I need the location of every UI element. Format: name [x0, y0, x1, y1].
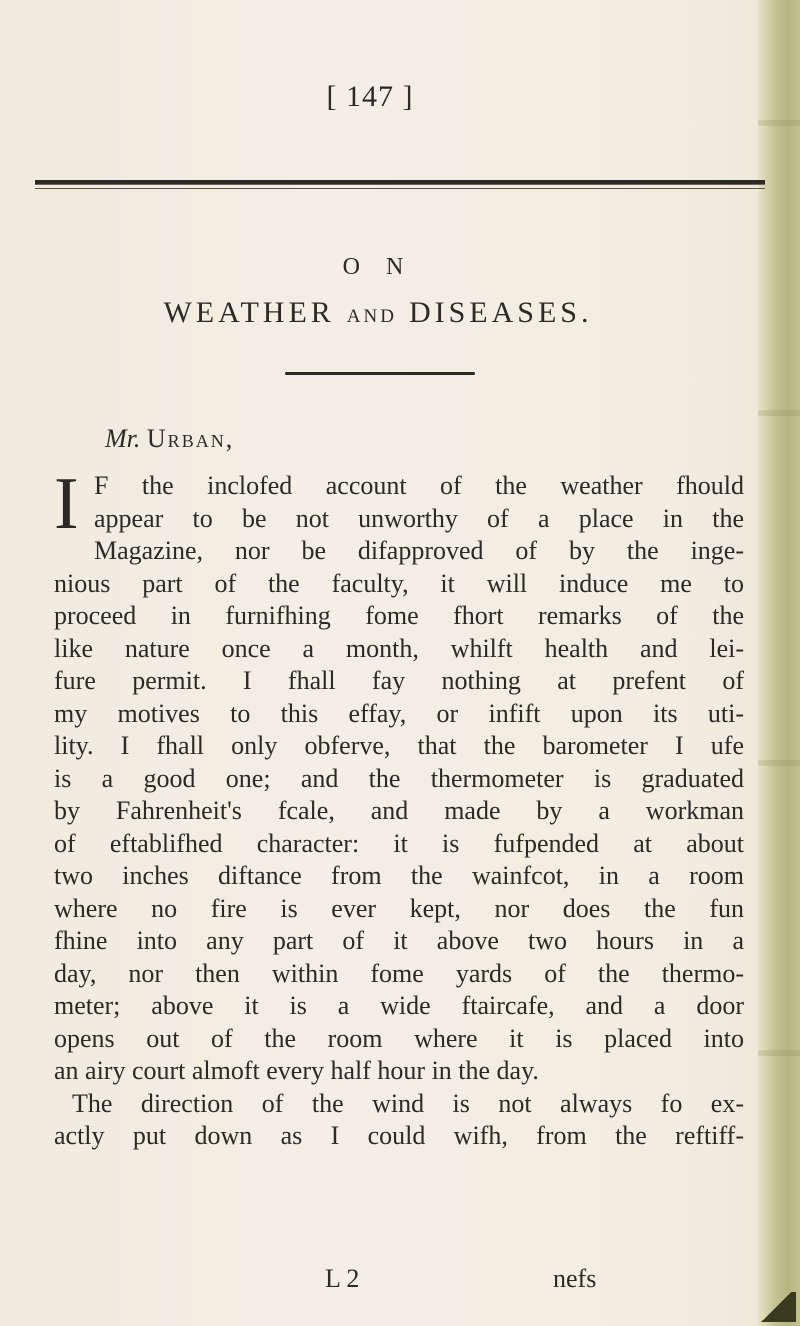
- page-footer: [0, 1264, 800, 1298]
- header-rule-thick: [35, 180, 765, 185]
- letter-body: [54, 463, 744, 1153]
- text-line: of eftablifhed character: it is fufpended at about: [54, 828, 744, 858]
- title-weather: WEATHER: [163, 296, 335, 329]
- text-line: Magazine, nor be difapproved of by the inge-: [94, 536, 744, 565]
- text-line: proceed in furnifhing fome fhort remarks of the: [54, 601, 744, 630]
- text-line: is a good one; and the thermometer is graduated: [54, 763, 744, 793]
- text-line: fhine into any part of it above two hours in a: [54, 926, 744, 955]
- heading-on: O N: [342, 254, 414, 280]
- salutation-name: Urban,: [146, 424, 235, 453]
- text-line: appear to be not unworthy of a place in the: [94, 503, 744, 533]
- edge-streak: [758, 760, 800, 766]
- text-line: an airy court almoft every half hour in the day.: [54, 1056, 539, 1085]
- text-line: lity. I fhall only obferve, that the barometer I ufe: [54, 731, 744, 760]
- salutation-mr: Mr.: [105, 424, 141, 453]
- text-line: by Fahrenheit's fcale, and made by a workman: [54, 796, 744, 825]
- text-line: where no fire is ever kept, nor does the fun: [54, 893, 744, 923]
- edge-streak: [758, 410, 800, 416]
- title-diseases: DISEASES.: [408, 296, 593, 329]
- text-line: like nature once a month, whilft health and lei-: [54, 633, 744, 663]
- catchword: nefs: [553, 1264, 597, 1293]
- title-rule: [285, 372, 475, 375]
- title-and: AND: [346, 306, 397, 327]
- header-rule-thin: [35, 188, 765, 189]
- drop-cap: I: [54, 463, 79, 545]
- page-edge-shadow: [758, 0, 800, 1326]
- text-line: The direction of the wind is not always fo ex-: [72, 1088, 744, 1118]
- text-line: two inches diftance from the wainfcot, in a room: [54, 861, 744, 890]
- text-line: meter; above it is a wide ftaircafe, and a door: [54, 991, 744, 1020]
- page-title: [0, 296, 778, 330]
- text-line: nious part of the faculty, it will induce me to: [54, 568, 744, 598]
- text-line: opens out of the room where it is placed into: [54, 1023, 744, 1053]
- text-line: day, nor then within fome yards of the thermo-: [54, 958, 744, 988]
- text-line: my motives to this effay, or infift upon its uti-: [54, 698, 744, 728]
- signature-mark: L 2: [325, 1264, 360, 1293]
- edge-streak: [758, 1050, 800, 1056]
- salutation: [105, 424, 234, 454]
- text-line: fure permit. I fhall fay nothing at prefent of: [54, 666, 744, 695]
- text-line: F the inclofed account of the weather fhould: [94, 471, 744, 500]
- edge-streak: [758, 120, 800, 126]
- text-line: actly put down as I could wifh, from the reftiff-: [54, 1121, 744, 1150]
- page-number: [ 147 ]: [326, 80, 414, 113]
